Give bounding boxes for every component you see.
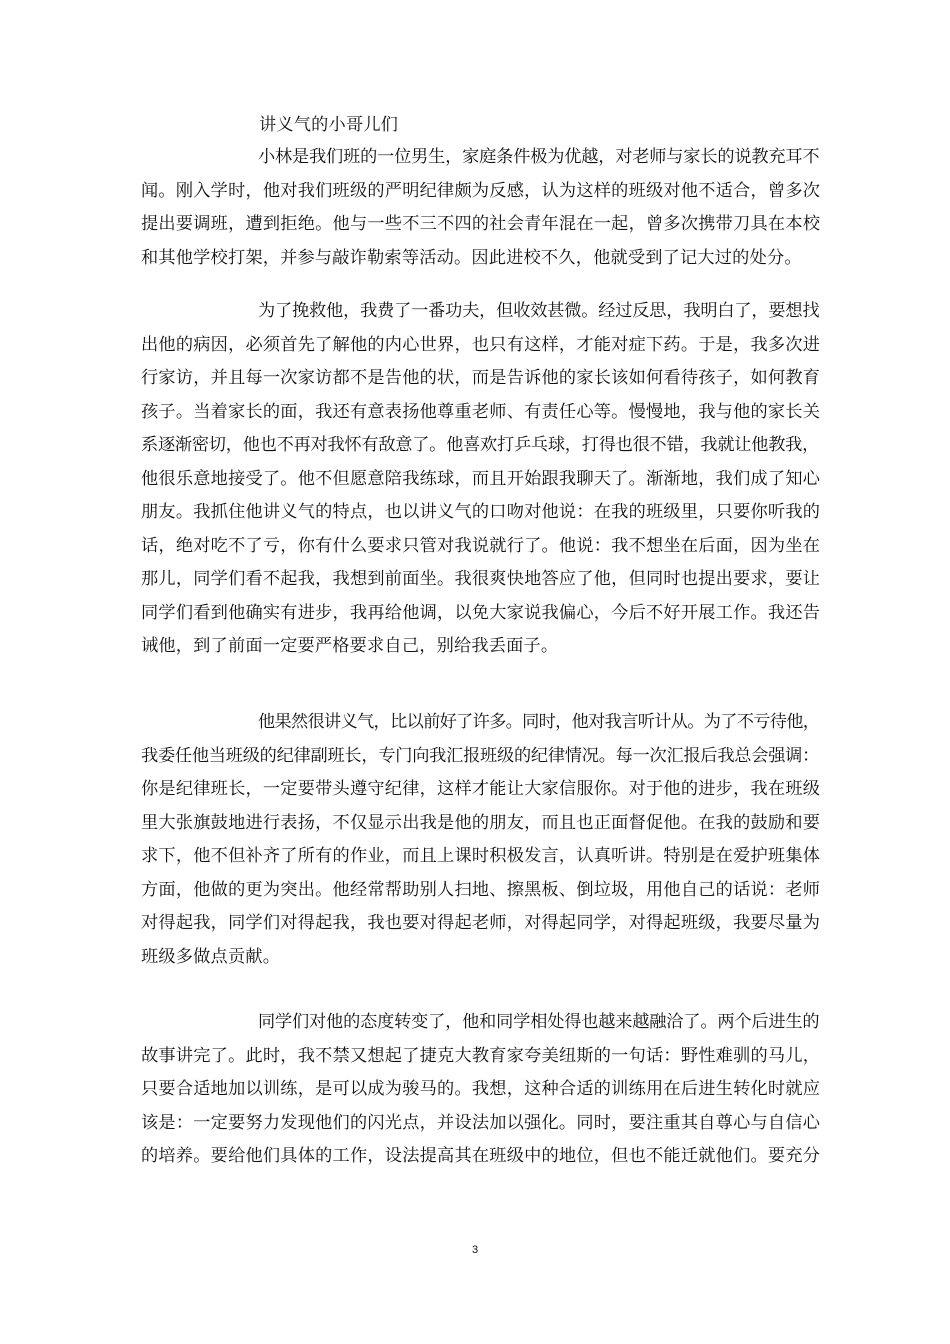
paragraph-line: 求下，他不但补齐了所有的作业，而且上课时积极发言，认真听讲。特别是在爱护班集体 <box>141 846 821 866</box>
paragraph-line: 同学们对他的态度转变了，他和同学相处得也越来越融洽了。两个后进生的 <box>258 1012 820 1032</box>
paragraph-line: 朋友。我抓住他讲义气的特点，也以讲义气的口吻对他说：在我的班级里，只要你听我的 <box>141 502 821 522</box>
paragraph-line: 同学们看到他确实有进步，我再给他调，以免大家说我偏心，今后不好开展工作。我还告 <box>141 602 821 623</box>
paragraph-line: 行家访，并且每一次家访都不是告他的状，而是告诉他的家长该如何看待孩子，如何教育 <box>141 368 821 388</box>
paragraph-line: 对得起我，同学们对得起我，我也要对得起老师，对得起同学，对得起班级，我要尽量为 <box>141 913 821 933</box>
paragraph-line: 他果然很讲义气，比以前好了许多。同时，他对我言听计从。为了不亏待他， <box>258 712 820 732</box>
paragraph-line: 里大张旗鼓地进行表扬，不仅显示出我是他的朋友，而且也正面督促他。在我的鼓励和要 <box>141 812 821 833</box>
paragraph-line: 你是纪律班长，一定要带头遵守纪律，这样才能让大家信服你。对于他的进步，我在班级 <box>141 779 821 799</box>
document-title: 讲义气的小哥儿们 <box>259 115 399 135</box>
paragraph-line: 孩子。当着家长的面，我还有意表扬他尊重老师、有责任心等。慢慢地，我与他的家长关 <box>141 401 821 422</box>
paragraph-line: 该是：一定要努力发现他们的闪光点，并设法加以强化。同时，要注重其自尊心与自信心 <box>141 1112 821 1133</box>
paragraph-line: 他很乐意地接受了。他不但愿意陪我练球，而且开始跟我聊天了。渐渐地，我们成了知心 <box>141 468 821 489</box>
paragraph-line: 闻。刚入学时，他对我们班级的严明纪律颇为反感，认为这样的班级对他不适合，曾多次 <box>141 180 821 201</box>
paragraph-line: 只要合适地加以训练，是可以成为骏马的。我想，这种合适的训练用在后进生转化时就应 <box>141 1079 821 1099</box>
paragraph-line: 故事讲完了。此时，我不禁又想起了捷克大教育家夸美纽斯的一句话：野性难驯的马儿， <box>141 1045 821 1066</box>
paragraph-line: 出他的病因，必须首先了解他的内心世界，也只有这样，才能对症下药。于是，我多次进 <box>141 334 821 355</box>
page-number: 3 <box>471 1244 479 1256</box>
paragraph-line: 和其他学校打架，并参与敲诈勒索等活动。因此进校不久，他就受到了记大过的处分。 <box>141 247 802 268</box>
paragraph-line: 提出要调班，遭到拒绝。他与一些不三不四的社会青年混在一起，曾多次携带刀具在本校 <box>141 214 821 234</box>
paragraph-line: 班级多做点贡献。 <box>141 946 281 967</box>
paragraph-line: 我委任他当班级的纪律副班长，专门向我汇报班级的纪律情况。每一次汇报后我总会强调： <box>141 745 820 766</box>
paragraph-line: 诫他，到了前面一定要严格要求自己，别给我丢面子。 <box>141 636 559 656</box>
paragraph-line: 系逐渐密切，他也不再对我怀有敌意了。他喜欢打乒乓球，打得也很不错，我就让他教我， <box>141 435 820 455</box>
paragraph-line: 为了挽救他，我费了一番功夫，但收效甚微。经过反思，我明白了，要想找 <box>258 301 820 321</box>
paragraph-line: 那儿，同学们看不起我，我想到前面坐。我很爽快地答应了他，但同时也提出要求，要让 <box>141 569 821 589</box>
paragraph-line: 方面，他做的更为突出。他经常帮助别人扫地、擦黑板、倒垃圾，用他自己的话说：老师 <box>141 879 821 900</box>
paragraph-line: 的培养。要给他们具体的工作，设法提高其在班级中的地位，但也不能迁就他们。要充分 <box>141 1146 821 1166</box>
paragraph-line: 小林是我们班的一位男生，家庭条件极为优越，对老师与家长的说教充耳不 <box>258 147 820 167</box>
paragraph-line: 话，绝对吃不了亏，你有什么要求只管对我说就行了。他说：我不想坐在后面，因为坐在 <box>141 535 821 556</box>
